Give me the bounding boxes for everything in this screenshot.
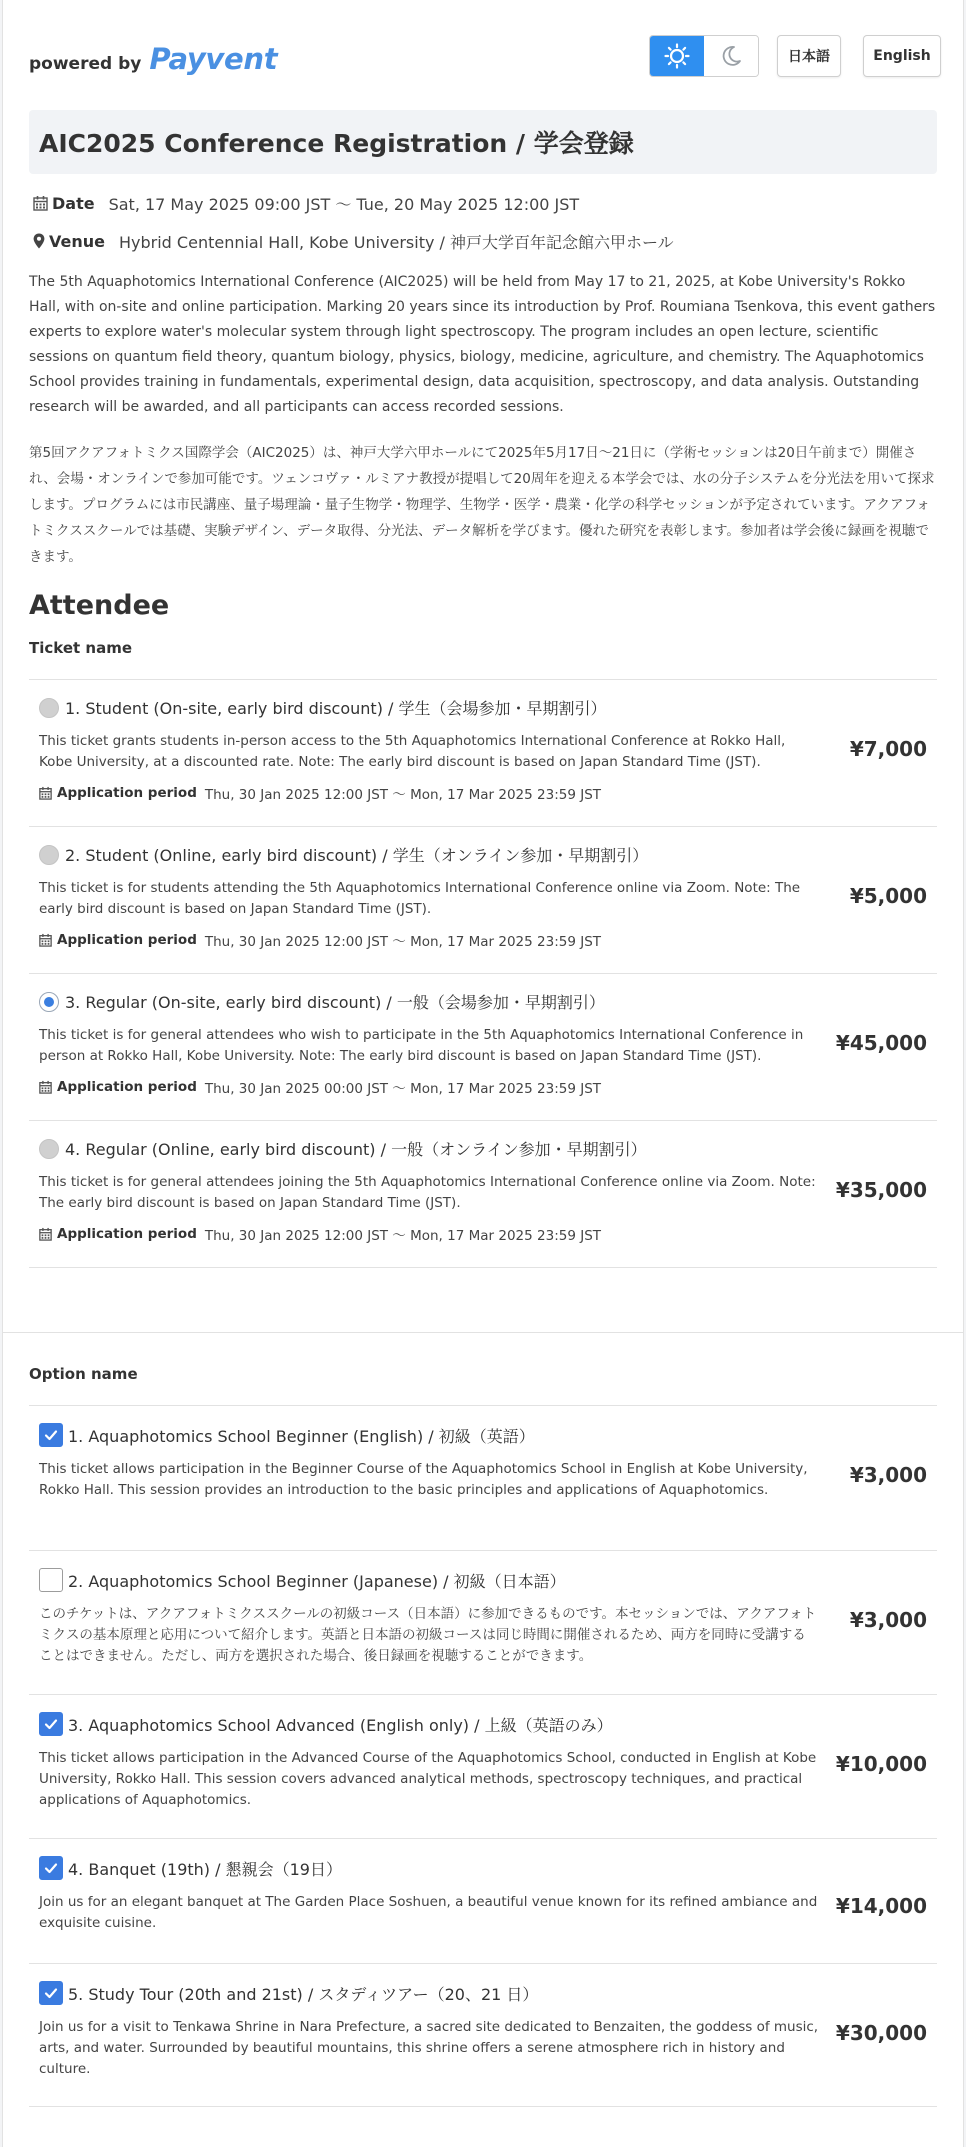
ticket-row[interactable] xyxy=(29,680,937,827)
option-row[interactable] xyxy=(29,1964,937,2107)
ticket-body xyxy=(29,680,819,803)
option-price: ¥30,000 xyxy=(835,2021,927,2045)
application-period-value: Thu, 30 Jan 2025 12:00 JST 〜 Mon, 17 Mar 2025 23:59 JST xyxy=(204,934,602,950)
ticket-description: This ticket is for students attending the 5th Aquaphotomics International Conference online via Zoom. Note: The early bird discount is based on Japan Standard Time (JST). xyxy=(39,880,801,917)
option-title xyxy=(39,1964,819,2005)
ticket-name-header: Ticket name xyxy=(29,639,937,680)
ticket-row[interactable] xyxy=(29,974,937,1121)
ticket-row[interactable] xyxy=(29,827,937,974)
ticket-name: 3. Regular (On-site, early bird discount) / 一般（会場参加・早期割引） xyxy=(65,993,605,1012)
event-venue xyxy=(33,228,963,254)
brand[interactable] xyxy=(29,42,277,76)
application-period xyxy=(39,1077,819,1097)
option-name: 2. Aquaphotomics School Beginner (Japanese) / 初級（日本語） xyxy=(68,1571,566,1591)
ticket-name: 1. Student (On-site, early bird discount) / 学生（会場参加・早期割引） xyxy=(65,699,607,718)
ticket-description: This ticket is for general attendees who wish to participate in the 5th Aquaphotomics International Conference in person at Rokko Hall, Kobe University. Note: The early bird discount is based on Japan Standard Time (JST). xyxy=(39,1027,804,1064)
ticket-name: 2. Student (Online, early bird discount) / 学生（オンライン参加・早期割引） xyxy=(65,846,649,865)
light-theme-button[interactable] xyxy=(650,36,704,76)
option-name: 5. Study Tour (20th and 21st) / スタディツアー（20、21 日） xyxy=(68,1984,539,2004)
option-price: ¥3,000 xyxy=(849,1608,927,1632)
option-checkbox-checked[interactable] xyxy=(39,1423,63,1447)
application-period-label: Application period xyxy=(57,1226,197,1242)
ticket-title xyxy=(39,974,819,1013)
powered-by-text: powered by xyxy=(29,54,142,74)
description-english: The 5th Aquaphotomics International Conference (AIC2025) will be held from May 17 to 21, 2025, at Kobe University's Rokko Hall, with on-site and online participation. Marking 20 years since its introduction by Prof. Roumiana Tsenkova, this event gathers experts to explore water's molecular system through light spectroscopy. The program includes an open lecture, scientific sessions on quantum field theory, quantum biology, physics, biology, medicine, agriculture, and chemistry. The Aquaphotomics School provides training in fundamentals, experimental design, data acquisition, spectroscopy, and data analysis. Outstanding research will be awarded, and all participants can access recorded sessions. xyxy=(29,274,936,415)
option-row[interactable] xyxy=(29,1406,937,1551)
date-label: Date xyxy=(52,193,95,213)
option-name: 1. Aquaphotomics School Beginner (English) / 初級（英語） xyxy=(68,1426,535,1446)
ticket-description: This ticket is for general attendees joining the 5th Aquaphotomics International Conference online via Zoom. Note: The early bird discount is based on Japan Standard Time (JST). xyxy=(39,1174,816,1211)
option-row[interactable] xyxy=(29,1695,937,1839)
application-period-value: Thu, 30 Jan 2025 12:00 JST 〜 Mon, 17 Mar 2025 23:59 JST xyxy=(204,787,602,803)
application-period-value: Thu, 30 Jan 2025 12:00 JST 〜 Mon, 17 Mar 2025 23:59 JST xyxy=(204,1228,602,1244)
option-checkbox-checked[interactable] xyxy=(39,1981,63,2005)
option-description: This ticket allows participation in the Advanced Course of the Aquaphotomics School, conducted in English at Kobe University, Rokko Hall. This session covers advanced analytical methods, spectroscopy techniques, and practical applications of Aquaphotomics. xyxy=(39,1750,817,1808)
option-checkbox-checked[interactable] xyxy=(39,1712,63,1736)
date-value: Sat, 17 May 2025 09:00 JST 〜 Tue, 20 May 2025 12:00 JST xyxy=(108,194,580,214)
application-period xyxy=(39,1224,819,1244)
ticket-radio[interactable] xyxy=(39,845,59,865)
ticket-radio[interactable] xyxy=(39,698,59,718)
check-icon xyxy=(43,1427,59,1443)
ticket-description: This ticket grants students in-person access to the 5th Aquaphotomics International Conference at Rokko Hall, Kobe University, at a discounted rate. Note: The early bird discount is based on Japan Standard Time (JST). xyxy=(39,733,786,770)
ticket-row[interactable] xyxy=(29,1121,937,1268)
ticket-title xyxy=(39,827,819,866)
ticket-price: ¥45,000 xyxy=(835,1031,927,1055)
application-period-label: Application period xyxy=(57,1079,197,1095)
moon-icon xyxy=(719,44,743,68)
payvent-logo: Payvent xyxy=(149,42,278,76)
event-date xyxy=(33,190,963,216)
ticket-radio-selected[interactable] xyxy=(39,992,59,1012)
option-checkbox-unchecked[interactable] xyxy=(39,1568,63,1592)
map-pin-icon xyxy=(33,233,45,249)
calendar-icon xyxy=(39,1080,52,1094)
section-spacer xyxy=(3,1268,963,1332)
option-body xyxy=(29,1695,819,1811)
attendee-section-title: Attendee xyxy=(29,590,170,621)
option-row[interactable] xyxy=(29,1551,937,1695)
option-body xyxy=(29,1839,819,1934)
dark-theme-button[interactable] xyxy=(704,36,758,76)
ticket-radio[interactable] xyxy=(39,1139,59,1159)
lang-japanese-button[interactable]: 日本語 xyxy=(777,35,841,77)
calendar-icon xyxy=(33,195,48,211)
option-title xyxy=(39,1695,819,1736)
title-box xyxy=(29,110,937,174)
option-description: Join us for an elegant banquet at The Garden Place Soshuen, a beautiful venue known for its refined ambiance and exquisite cuisine. xyxy=(39,1894,818,1931)
option-name-header: Option name xyxy=(29,1365,937,1406)
ticket-name: 4. Regular (Online, early bird discount) / 一般（オンライン参加・早期割引） xyxy=(65,1140,647,1159)
header-bar xyxy=(3,0,963,108)
check-icon xyxy=(43,1860,59,1876)
registration-page xyxy=(2,0,964,2147)
calendar-icon xyxy=(39,933,52,947)
option-description: このチケットは、アクアフォトミクススクールの初級コース（日本語）に参加できるものです。本セッションでは、アクアフォトミクスの基本原理と応用について紹介します。英語と日本語の初級コースは同じ時間に開催されるため、両方を同時に受講することはできません。ただし、両方を選択された場合、後日録画を視聴することができます。 xyxy=(39,1606,817,1664)
option-name: 4. Banquet (19th) / 懇親会（19日） xyxy=(68,1859,342,1879)
theme-toggle[interactable] xyxy=(649,35,759,77)
option-body xyxy=(29,1964,819,2080)
ticket-body xyxy=(29,974,819,1097)
option-description: Join us for a visit to Tenkawa Shrine in Nara Prefecture, a sacred site dedicated to Benzaiten, the goddess of music, arts, and water. Surrounded by beautiful mountains, this shrine offers a serene atmosphere rich in history and culture. xyxy=(39,2019,819,2077)
check-icon xyxy=(43,1716,59,1732)
ticket-body xyxy=(29,1121,819,1244)
ticket-price: ¥35,000 xyxy=(835,1178,927,1202)
description-japanese: 第5回アクアフォトミクス国際学会（AIC2025）は、神戸大学六甲ホールにて2025年5月17日〜21日に（学術セッションは20日午前まで）開催され、会場・オンラインで参加可能です。ツェンコヴァ・ルミアナ教授が提唱して20周年を迎える本学会では、水の分子システムを分光法を用いて探求します。プログラムには市民講座、量子場理論・量子生物学・物理学、生物学・医学・農業・化学の科学セッションが予定されています。アクアフォトミクススクールでは基礎、実験デザイン、データ取得、分光法、データ解析を学びます。優れた研究を表彰します。参加者は学会後に録画を視聴できます。 xyxy=(29,445,935,565)
calendar-icon xyxy=(39,786,52,800)
page-title: AIC2025 Conference Registration / 学会登録 xyxy=(39,129,634,158)
option-body xyxy=(29,1551,819,1667)
application-period xyxy=(39,783,819,803)
option-checkbox-checked[interactable] xyxy=(39,1856,63,1880)
option-row[interactable] xyxy=(29,1839,937,1964)
lang-english-button[interactable]: English xyxy=(863,35,941,77)
application-period-label: Application period xyxy=(57,932,197,948)
check-icon xyxy=(43,1985,59,2001)
application-period-label: Application period xyxy=(57,785,197,801)
option-price: ¥3,000 xyxy=(849,1463,927,1487)
ticket-title xyxy=(39,1121,819,1160)
option-title xyxy=(39,1839,819,1880)
option-body xyxy=(29,1406,819,1501)
application-period-value: Thu, 30 Jan 2025 00:00 JST 〜 Mon, 17 Mar 2025 23:59 JST xyxy=(204,1081,602,1097)
ticket-title xyxy=(39,680,819,719)
sun-icon xyxy=(664,43,690,69)
venue-value: Hybrid Centennial Hall, Kobe University / 神戸大学百年記念館六甲ホール xyxy=(119,232,674,252)
option-description: This ticket allows participation in the Beginner Course of the Aquaphotomics School in English at Kobe University, Rokko Hall. This session provides an introduction to the basic principles and applications of Aquaphotomics. xyxy=(39,1461,808,1498)
ticket-price: ¥5,000 xyxy=(849,884,927,908)
option-price: ¥14,000 xyxy=(835,1894,927,1918)
option-title xyxy=(39,1551,819,1592)
option-name: 3. Aquaphotomics School Advanced (English only) / 上級（英語のみ） xyxy=(68,1715,613,1735)
option-title xyxy=(39,1406,819,1447)
application-period xyxy=(39,930,819,950)
ticket-price: ¥7,000 xyxy=(849,737,927,761)
ticket-body xyxy=(29,827,819,950)
calendar-icon xyxy=(39,1227,52,1241)
venue-label: Venue xyxy=(49,231,105,251)
section-divider xyxy=(3,1332,963,1333)
option-price: ¥10,000 xyxy=(835,1752,927,1776)
